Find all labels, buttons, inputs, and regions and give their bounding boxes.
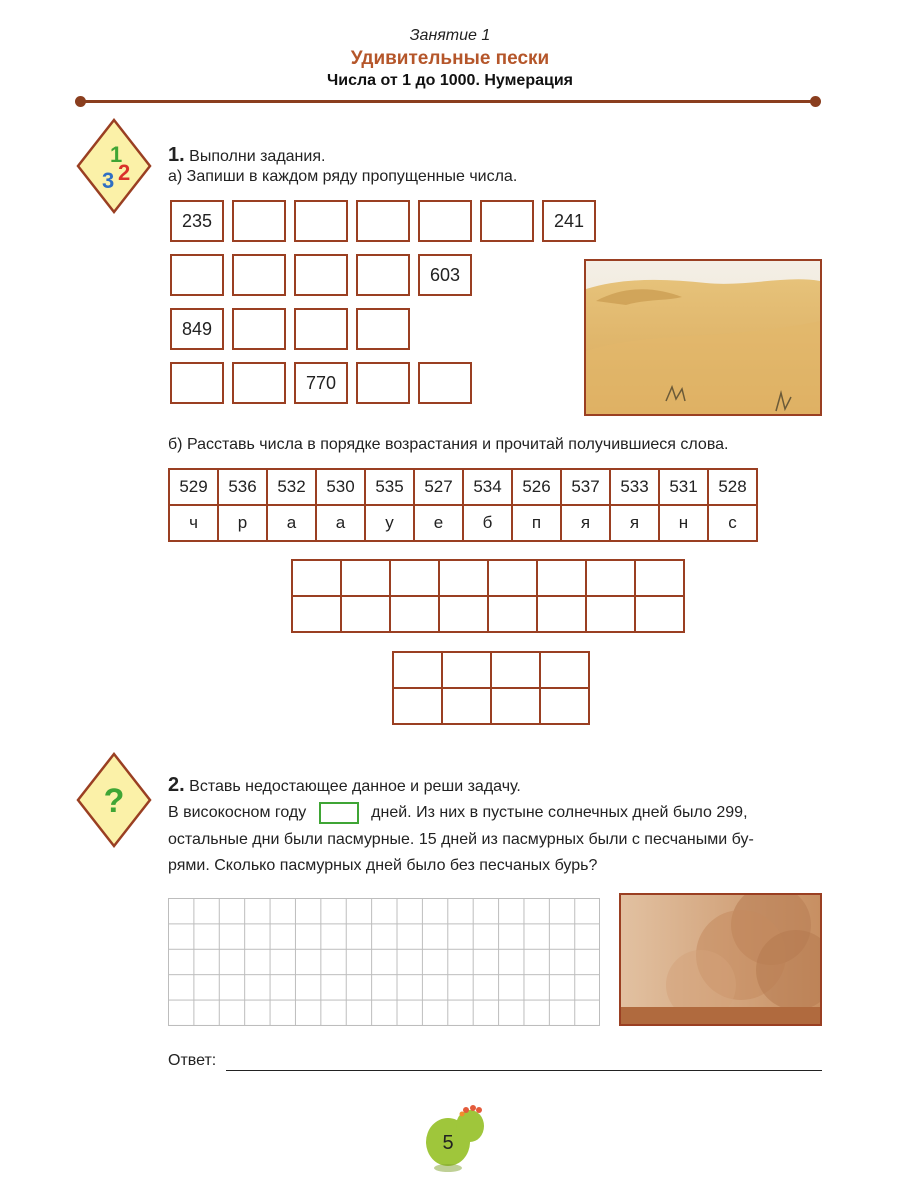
letter-cell: б xyxy=(463,505,512,541)
number-cell: 536 xyxy=(218,469,267,505)
badge-digit-3: 3 xyxy=(102,168,115,193)
task2-number: 2. xyxy=(168,774,185,796)
answer-label: Ответ: xyxy=(168,1052,217,1069)
box-input[interactable] xyxy=(294,308,348,350)
box-input[interactable] xyxy=(480,200,534,242)
number-cell: 532 xyxy=(267,469,316,505)
work-grid[interactable] xyxy=(168,898,600,1026)
task2-instruction: Вставь недостающее данное и реши задачу. xyxy=(189,778,521,795)
letter-cell: п xyxy=(512,505,561,541)
lesson-label: Занятие 1 xyxy=(409,27,491,44)
box-input[interactable] xyxy=(356,254,410,296)
box-input: 849 xyxy=(170,308,224,350)
badge-digit-1: 1 xyxy=(110,142,123,167)
letter-cell: я xyxy=(610,505,659,541)
task2-line1 xyxy=(168,800,828,826)
task2-line1-after: дней. Из них в пустыне солнечных дней было 299, xyxy=(371,804,748,821)
days-input-box[interactable] xyxy=(319,802,359,824)
box-input[interactable] xyxy=(356,200,410,242)
box-input[interactable] xyxy=(294,254,348,296)
divider-dot-left xyxy=(75,96,86,107)
page-number: 5 xyxy=(442,1132,454,1154)
box-input[interactable] xyxy=(232,254,286,296)
box-input: 603 xyxy=(418,254,472,296)
header-divider xyxy=(80,100,816,103)
letter-cell: а xyxy=(267,505,316,541)
box-input[interactable] xyxy=(418,362,472,404)
box-input[interactable] xyxy=(356,362,410,404)
letter-cell: у xyxy=(365,505,414,541)
letter-cell: ч xyxy=(169,505,218,541)
answer-grid-4[interactable] xyxy=(392,651,590,725)
box-input[interactable] xyxy=(232,362,286,404)
divider-dot-right xyxy=(810,96,821,107)
numbers-badge-icon xyxy=(76,118,152,214)
badge-digit-2: 2 xyxy=(118,160,131,185)
number-cell: 535 xyxy=(365,469,414,505)
task2-heading xyxy=(168,774,521,797)
task1-part-b: б) Расставь числа в порядке возрастания и прочитай получившиеся слова. xyxy=(168,436,729,453)
number-cell: 534 xyxy=(463,469,512,505)
number-cell: 537 xyxy=(561,469,610,505)
task1-number: 1. xyxy=(168,144,185,166)
number-cell: 533 xyxy=(610,469,659,505)
task1-heading xyxy=(168,144,325,167)
number-cell: 526 xyxy=(512,469,561,505)
question-badge-icon xyxy=(76,752,152,848)
number-cell: 527 xyxy=(414,469,463,505)
box-input[interactable] xyxy=(418,200,472,242)
box-input[interactable] xyxy=(356,308,410,350)
number-cell: 531 xyxy=(659,469,708,505)
number-cell: 530 xyxy=(316,469,365,505)
letters-row xyxy=(169,505,757,541)
task1-part-a: а) Запиши в каждом ряду пропущенные числа. xyxy=(168,168,518,185)
number-cell: 528 xyxy=(708,469,757,505)
numbers-row xyxy=(169,469,757,505)
task2-line2: остальные дни были пасмурные. 15 дней из пасмурных были с песчаными бу- xyxy=(168,831,754,848)
letter-cell: е xyxy=(414,505,463,541)
box-input[interactable] xyxy=(170,254,224,296)
task1-instruction: Выполни задания. xyxy=(189,148,326,165)
page-topic: Числа от 1 до 1000. Нумерация xyxy=(327,72,573,89)
letter-cell: р xyxy=(218,505,267,541)
answer-line[interactable] xyxy=(226,1070,822,1071)
letter-cell: с xyxy=(708,505,757,541)
sandstorm-photo xyxy=(619,893,822,1026)
letter-cell: а xyxy=(316,505,365,541)
box-input: 241 xyxy=(542,200,596,242)
box-input: 235 xyxy=(170,200,224,242)
letter-cell: н xyxy=(659,505,708,541)
box-input: 770 xyxy=(294,362,348,404)
numbers-letters-table xyxy=(168,468,758,542)
box-input[interactable] xyxy=(294,200,348,242)
box-input[interactable] xyxy=(232,200,286,242)
task2-line1-before: В високосном году xyxy=(168,804,307,821)
box-input[interactable] xyxy=(232,308,286,350)
task2-line3: рями. Сколько пасмурных дней было без песчаных бурь? xyxy=(168,857,598,874)
box-input[interactable] xyxy=(170,362,224,404)
letter-cell: я xyxy=(561,505,610,541)
desert-photo xyxy=(584,259,822,416)
number-cell: 529 xyxy=(169,469,218,505)
page-title: Удивительные пески xyxy=(350,48,550,69)
question-mark: ? xyxy=(103,782,125,820)
answer-grid-8[interactable] xyxy=(291,559,685,633)
